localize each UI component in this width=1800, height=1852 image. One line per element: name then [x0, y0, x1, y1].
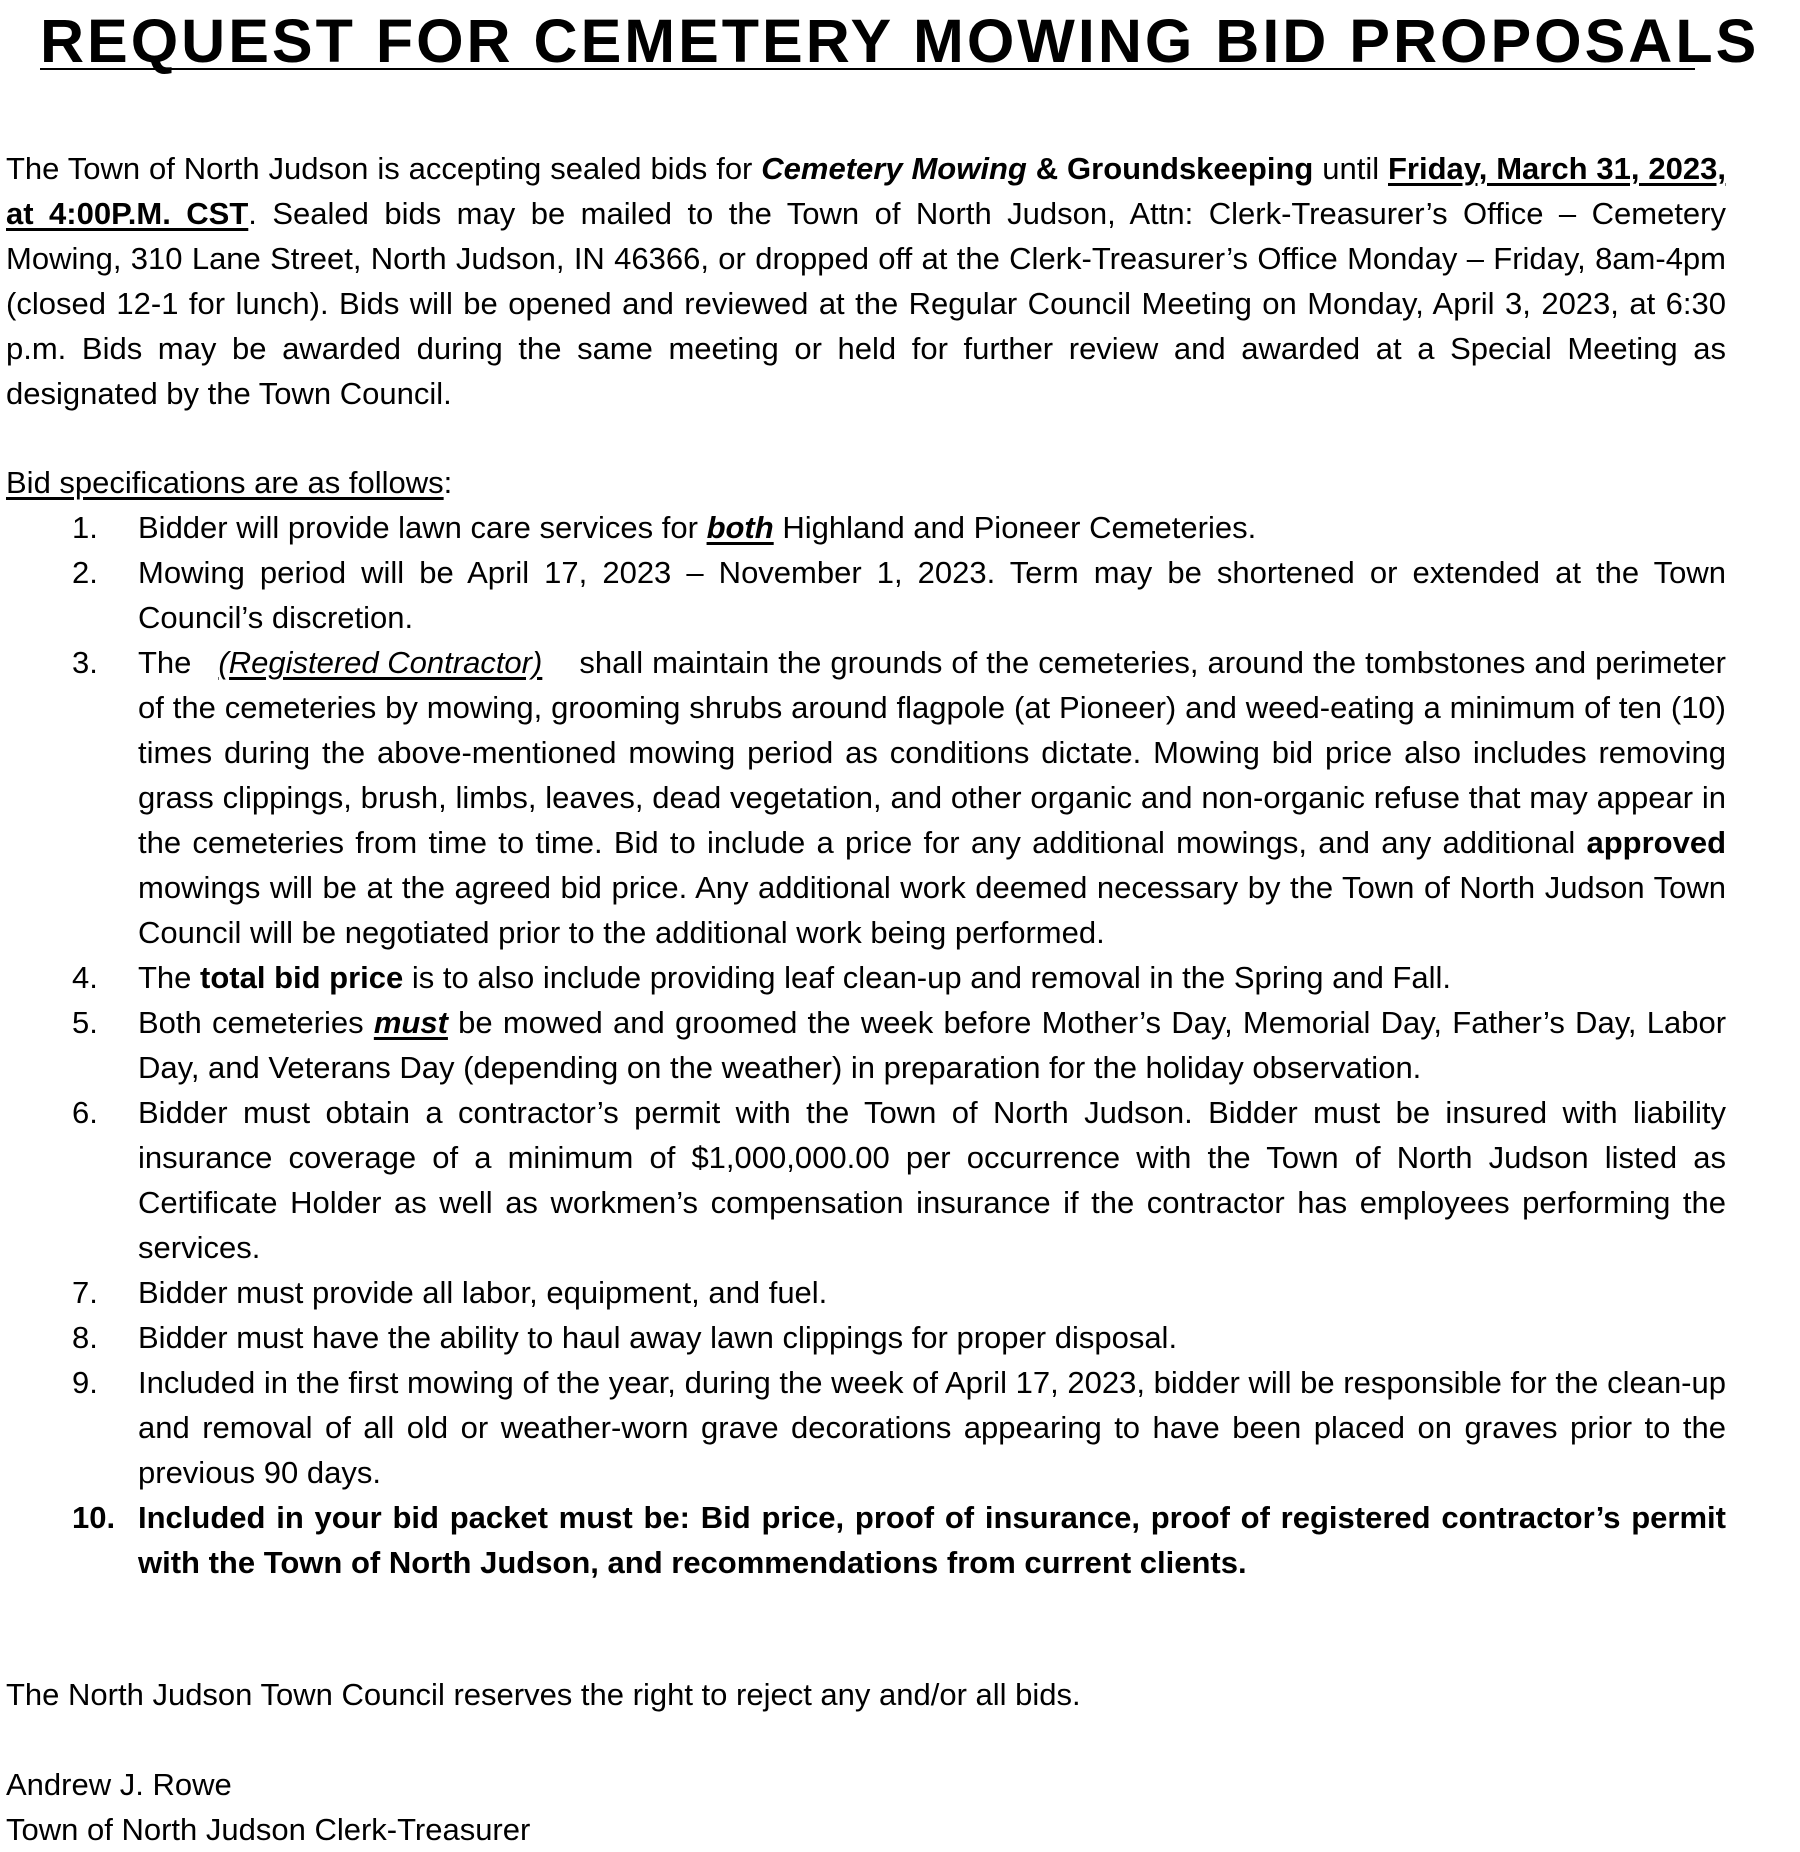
intro-text-3: . Sealed bids may be mailed to the Town of North Judson, Attn: Clerk-Treasurer’s Office – Cemetery Mowing, 310 Lane Street, North Judson, IN 46366, or dropped off at the Clerk-Treasurer’s Office Monday – Friday, 8am-4pm (closed 12-1 for lunch). Bids will be opened and reviewed at the Regular Council Meeting on Monday, April 3, 2023, at 6:30 p.m. Bids may be awarded during the same meeting or held for further review and awarded at a Special Meeting as designated by the Town Council.: [6, 196, 1726, 411]
reserve-statement: The North Judson Town Council reserves the right to reject any and/or all bids.: [6, 1677, 1081, 1712]
intro-service-bold: & Groundskeeping: [1026, 151, 1314, 186]
spec-item-text: Bidder must obtain a contractor’s permit with the Town of North Judson. Bidder must be insured with liability insurance coverage of a minimum of $1,000,000.00 per occurrence with the Town of North Judson listed as Certificate Holder as well as workmen’s compensation insurance if the contractor has employees performing the services.: [138, 1095, 1726, 1265]
spec-item-text: mowings will be at the agreed bid price. Any additional work deemed necessary by the Town of North Judson Town Council will be negotiated prior to the additional work being performed.: [138, 870, 1726, 950]
spec-item-text: The: [138, 960, 201, 995]
intro-service-emphasis: Cemetery Mowing: [761, 151, 1027, 186]
intro-text-1: The Town of North Judson is accepting sealed bids for: [6, 151, 762, 186]
spec-item-number: 4.: [72, 960, 98, 995]
spec-heading: [6, 460, 1726, 505]
spec-item-emphasis: must: [373, 1005, 448, 1040]
spec-item-text: shall maintain the grounds of the cemeteries, around the tombstones and perimeter of the cemeteries by mowing, grooming shrubs around flagpole (at Pioneer) and weed-eating a minimum of ten (10) times during the above-mentioned mowing period as conditions dictate. Mowing bid price also includes removing grass clippings, brush, limbs, leaves, dead vegetation, and other organic and non-organic refuse that may appear in the cemeteries from time to time. Bid to include a price for any additional mowings, and any additional: [138, 645, 1727, 860]
spec-item-text: Highland and Pioneer Cemeteries.: [773, 510, 1257, 545]
spec-item-text: Bidder must have the ability to haul away lawn clippings for proper disposal.: [138, 1320, 1178, 1355]
spec-item-number: 2.: [72, 555, 98, 590]
registered-contractor-blank: (Registered Contractor): [218, 645, 543, 680]
spec-item-6: [6, 1090, 1726, 1270]
spec-item-text: Included in your bid packet must be: Bid price, proof of insurance, proof of registered contractor’s permit with the Town of North Judson, and recommendations from current clients.: [138, 1500, 1726, 1580]
spec-item-bold: approved: [1586, 825, 1726, 860]
spec-item-text: is to also include providing leaf clean-up and removal in the Spring and Fall.: [403, 960, 1451, 995]
spec-item-4: [6, 955, 1726, 1000]
spec-item-9: [6, 1360, 1726, 1495]
spec-list: [6, 505, 1726, 1585]
spec-item-number: 9.: [72, 1365, 98, 1400]
spec-item-number: 8.: [72, 1320, 98, 1355]
spec-item-emphasis: both: [706, 510, 774, 545]
spec-item-number: 1.: [72, 510, 98, 545]
spec-item-3: [6, 640, 1726, 955]
spec-item-text: be mowed and groomed the week before Mother’s Day, Memorial Day, Father’s Day, Labor Day, and Veterans Day (depending on the weather) in preparation for the holiday observation.: [138, 1005, 1727, 1085]
document-title: REQUEST FOR CEMETERY MOWING BID PROPOSALS: [40, 7, 1760, 75]
spec-heading-colon: :: [443, 465, 453, 500]
intro-text-2: until: [1313, 151, 1388, 186]
spec-item-text: The: [138, 645, 201, 680]
spec-item-text: Bidder will provide lawn care services for: [138, 510, 707, 545]
spec-item-7: [6, 1270, 1726, 1315]
signature-name: Andrew J. Rowe: [6, 1767, 232, 1802]
spec-item-text: Both cemeteries: [138, 1005, 374, 1040]
spec-item-10: [6, 1495, 1726, 1585]
title-underline: [40, 68, 1695, 70]
intro-deadline: Friday, March 31, 2023, at 4:00P.M. CST: [6, 151, 1726, 231]
spec-item-number: 7.: [72, 1275, 98, 1310]
spec-item-5: [6, 1000, 1726, 1090]
spec-item-text: Bidder must provide all labor, equipment, and fuel.: [138, 1275, 828, 1310]
spec-item-1: [6, 505, 1726, 550]
spec-item-8: [6, 1315, 1726, 1360]
spec-item-text: Mowing period will be April 17, 2023 – November 1, 2023. Term may be shortened or extended at the Town Council’s discretion.: [138, 555, 1726, 635]
spec-item-number: 6.: [72, 1095, 98, 1130]
spec-heading-text: Bid specifications are as follows: [6, 465, 444, 500]
spec-item-text: Included in the first mowing of the year, during the week of April 17, 2023, bidder will be responsible for the clean-up and removal of all old or weather-worn grave decorations appearing to have been placed on graves prior to the previous 90 days.: [138, 1365, 1726, 1490]
spec-item-number: 3.: [72, 645, 98, 680]
spec-item-number: 10.: [72, 1500, 116, 1535]
intro-paragraph: [6, 146, 1726, 416]
spec-item-number: 5.: [72, 1005, 98, 1040]
signature-title: Town of North Judson Clerk-Treasurer: [6, 1812, 531, 1847]
spec-item-bold: total bid price: [200, 960, 404, 995]
spec-item-2: [6, 550, 1726, 640]
